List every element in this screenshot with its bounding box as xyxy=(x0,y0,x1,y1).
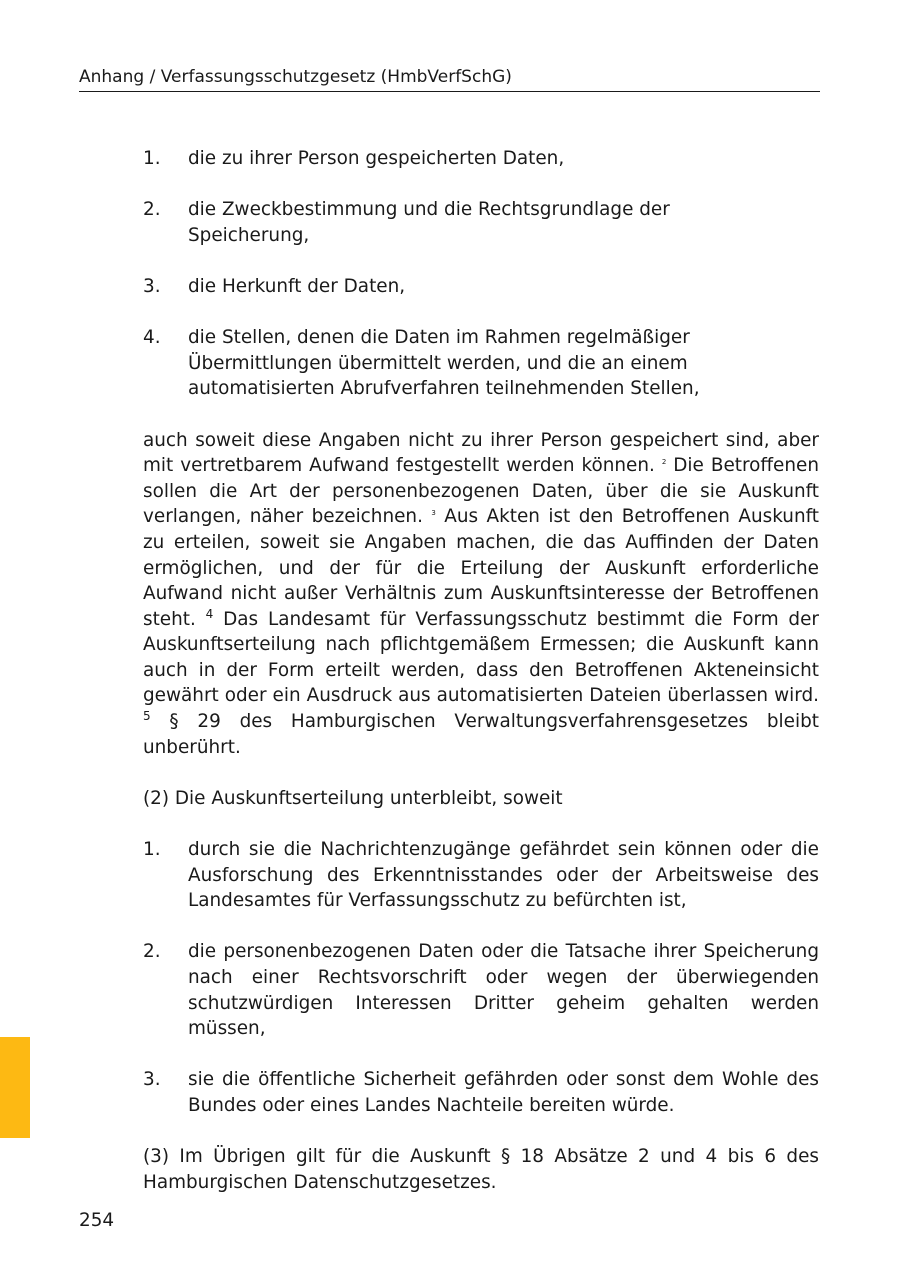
paragraph-3: (3) Im Übrigen gilt für die Auskunft § 18 Absätze 2 und 4 bis 6 des Hamburgischen Datenschutzgesetzes. xyxy=(143,1146,819,1193)
list-text: die personenbezogenen Daten oder die Tatsache ihrer Speicherung nach einer Rechtsvorschrift oder wegen der überwiegenden schutzwürdigen Interessen Dritter geheim gehalten werden müssen, xyxy=(188,941,819,1040)
list-text: die Zweckbestimmung und die Rechtsgrundlage der Speicherung, xyxy=(188,199,670,246)
page-number: 254 xyxy=(79,1210,115,1231)
sentence: Das Landesamt für Verfassungsschutz bestimmt die Form der Auskunftserteilung nach pflichtgemäßem Ermessen; die Auskunft kann auch in der Form erteilt werden, dass den Betroffenen Akteneinsicht gewährt oder ein Ausdruck aus automatisierten Dateien überlassen wird. xyxy=(143,608,819,707)
list-item xyxy=(143,274,819,300)
list-item xyxy=(143,837,819,914)
list-number: 3. xyxy=(143,1069,161,1091)
list-text: die Stellen, denen die Daten im Rahmen regelmäßiger Übermittlungen übermittelt werden, und die an einem automatisierten Abrufverfahren teilnehmenden Stellen, xyxy=(188,327,700,400)
running-header: Anhang / Verfassungsschutzgesetz (HmbVerfSchG) xyxy=(79,66,820,92)
sentence-marker: 4 xyxy=(205,606,214,621)
sentence-marker: 2 xyxy=(661,458,667,467)
page-body xyxy=(143,146,819,1195)
sentence: auch soweit diese Angaben nicht zu ihrer Person gespeichert sind, aber mit vertretbarem Aufwand festgestellt werden können. xyxy=(143,429,819,477)
sentence-marker: 3 xyxy=(431,509,436,518)
sentence: Die Betroffenen sollen die Art der personenbezogenen Daten, über die sie Auskunft verlangen, näher bezeichnen. xyxy=(143,455,819,528)
sentence: § 29 des Hamburgischen Verwaltungsverfahrensgesetzes bleibt unberührt. xyxy=(143,711,819,758)
list-item xyxy=(143,1067,819,1118)
chapter-thumb-tab xyxy=(0,1037,30,1138)
list-item xyxy=(143,325,819,402)
list-number: 1. xyxy=(143,839,161,861)
list-text: durch sie die Nachrichtenzugänge gefährdet sein können oder die Ausforschung des Erkenntnisstandes oder der Arbeitsweise des Landesamtes für Verfassungsschutz zu befürchten ist, xyxy=(188,839,819,912)
list-number: 1. xyxy=(143,148,161,169)
sentence: Aus Akten ist den Betroffenen Auskunft zu erteilen, soweit sie Angaben machen, die das Auffinden der Daten ermöglichen, und der für die Erteilung der Auskunft erforderliche Aufwand nicht außer Verhältnis zum Auskunftsinteresse der Betroffenen steht. xyxy=(143,506,819,630)
list-text: die Herkunft der Daten, xyxy=(188,275,406,297)
list-text: sie die öffentliche Sicherheit gefährden oder sonst dem Wohle des Bundes oder eines Landes Nachteile bereiten würde. xyxy=(188,1069,819,1116)
list-item xyxy=(143,197,819,248)
list-number: 2. xyxy=(143,199,161,221)
list-text: die zu ihrer Person gespeicherten Daten, xyxy=(188,148,565,169)
list-number: 3. xyxy=(143,275,161,297)
paragraph-1 xyxy=(143,428,819,761)
sentence-marker: 5 xyxy=(143,709,151,724)
list-number: 4. xyxy=(143,327,161,349)
paragraph-2-intro: (2) Die Auskunftserteilung unterbleibt, soweit xyxy=(143,787,563,809)
list-item xyxy=(143,146,819,172)
list-item xyxy=(143,939,819,1041)
list-number: 2. xyxy=(143,941,161,963)
